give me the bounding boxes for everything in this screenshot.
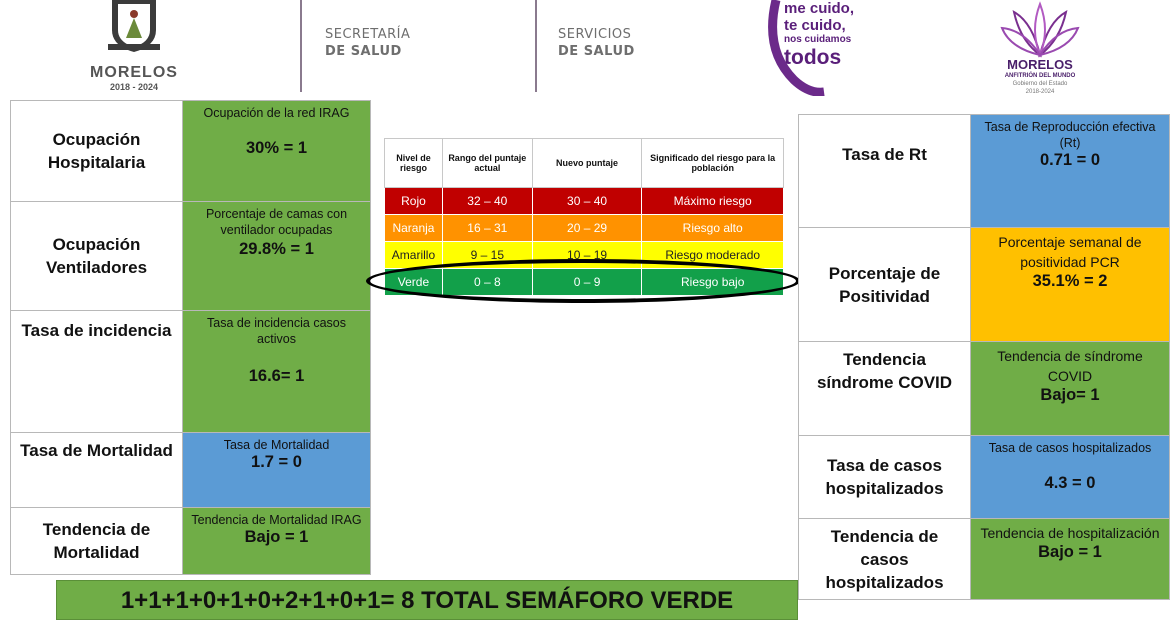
indicator-score: 0.71 = 0 <box>1039 151 1101 169</box>
indicator-score: 16.6= 1 <box>248 367 305 385</box>
indicator-title: Tendencia de hospitalización <box>980 525 1160 541</box>
indicator-title: Tasa de Reproducción efectiva (Rt) <box>984 120 1156 150</box>
indicator-label-tendencia-de-casos-hospitalizados: Tendencia de casos hospitalizados <box>798 518 971 600</box>
risk-row-naranja <box>385 215 784 242</box>
indicator-label-tasa-de-mortalidad: Tasa de Mortalidad <box>10 432 183 508</box>
indicator-value-tasa-de-mortalidad <box>182 432 371 508</box>
risk-meaning: Riesgo moderado <box>642 242 784 269</box>
risk-new-range: 10 – 19 <box>532 242 642 269</box>
indicator-label-porcentaje-de-positividad: Porcentaje de Positividad <box>798 227 971 342</box>
indicator-label-ocupacion-hospitalaria: Ocupación Hospitalaria <box>10 100 183 202</box>
risk-meaning: Riesgo bajo <box>642 269 784 296</box>
indicator-score: Bajo= 1 <box>1040 386 1100 404</box>
indicator-score: 29.8% = 1 <box>239 240 314 258</box>
indicator-value-ocupacion-hospitalaria <box>182 100 371 202</box>
indicator-title: Tasa de casos hospitalizados <box>988 441 1152 455</box>
indicator-value-tendencia-de-hospitalizacion <box>970 518 1170 600</box>
indicator-title: Ocupación de la red IRAG <box>203 106 350 120</box>
indicator-score: 1.7 = 0 <box>251 453 302 471</box>
indicator-label-tasa-de-rt: Tasa de Rt <box>798 114 971 228</box>
morelos2-name: MORELOS <box>1007 57 1073 72</box>
risk-table-header <box>385 139 784 188</box>
risk-current-range: 16 – 31 <box>442 215 532 242</box>
indicator-value-tasa-de-rt <box>970 114 1170 228</box>
state-name: MORELOS <box>90 64 178 81</box>
indicator-label-ocupacion-ventiladores: Ocupación Ventiladores <box>10 201 183 311</box>
indicator-label-tendencia-sindrome-covid: Tendencia síndrome COVID <box>798 341 971 436</box>
risk-new-range: 20 – 29 <box>532 215 642 242</box>
indicator-value-tendencia-de-mortalidad <box>182 507 371 575</box>
indicator-value-porcentaje-de-positividad <box>970 227 1170 342</box>
morelos-anfitrion-logo: MORELOS ANFITRIÓN DEL MUNDO Gobierno del Estado 2018-2024 <box>990 0 1090 96</box>
flower-icon <box>1000 0 1080 58</box>
risk-current-range: 0 – 8 <box>442 269 532 296</box>
indicator-title: Tasa de incidencia casos activos <box>207 316 346 346</box>
indicator-score: Bajo = 1 <box>1038 543 1102 561</box>
indicator-score: 30% = 1 <box>245 139 307 157</box>
risk-meaning: Máximo riesgo <box>642 188 784 215</box>
risk-new-range: 30 – 40 <box>532 188 642 215</box>
column-header: Nivel de riesgo <box>385 139 443 188</box>
indicator-label-tasa-de-incidencia: Tasa de incidencia <box>10 310 183 433</box>
indicator-value-ocupacion-ventiladores <box>182 201 371 311</box>
risk-level: Verde <box>385 269 443 296</box>
risk-level: Amarillo <box>385 242 443 269</box>
header-divider <box>300 0 302 92</box>
total-semaforo-bar: 1+1+1+0+1+0+2+1+0+1= 8 TOTAL SEMÁFORO VERDE <box>56 580 798 620</box>
indicator-value-tendencia-sindrome-covid <box>970 341 1170 436</box>
indicator-value-tasa-de-incidencia <box>182 310 371 433</box>
indicator-title: Tasa de Mortalidad <box>223 438 330 452</box>
campaign-logo: me cuido, te cuido, nos cuidamos todos <box>764 0 874 96</box>
risk-level: Naranja <box>385 215 443 242</box>
servicios-de-salud: SERVICIOS DE SALUD <box>558 27 635 59</box>
indicator-title: Tendencia de síndrome COVID <box>997 348 1143 384</box>
indicator-title: Porcentaje semanal de positividad PCR <box>998 234 1142 270</box>
column-header: Nuevo puntaje <box>532 139 642 188</box>
indicator-label-tendencia-de-mortalidad: Tendencia de Mortalidad <box>10 507 183 575</box>
risk-meaning: Riesgo alto <box>642 215 784 242</box>
indicator-value-tasa-de-casos-hospitalizados <box>970 435 1170 519</box>
indicator-title: Porcentaje de camas con ventilador ocupadas <box>205 207 348 237</box>
highlight-oval <box>366 259 800 303</box>
indicator-score: 35.1% = 2 <box>1032 272 1108 290</box>
column-header: Significado del riesgo para la población <box>642 139 784 188</box>
risk-current-range: 9 – 15 <box>442 242 532 269</box>
header-divider <box>535 0 537 92</box>
risk-level: Rojo <box>385 188 443 215</box>
risk-row-rojo <box>385 188 784 215</box>
column-header: Rango del puntaje actual <box>442 139 532 188</box>
secretaria-de-salud: SECRETARÍA DE SALUD <box>325 27 411 59</box>
morelos-logo <box>84 0 184 96</box>
indicator-title: Tendencia de Mortalidad IRAG <box>191 513 362 527</box>
risk-new-range: 0 – 9 <box>532 269 642 296</box>
indicator-score: 4.3 = 0 <box>1044 474 1096 492</box>
state-years: 2018 - 2024 <box>109 82 159 92</box>
indicator-score: Bajo = 1 <box>244 528 309 546</box>
risk-current-range: 32 – 40 <box>442 188 532 215</box>
coat-of-arms-icon <box>104 0 164 52</box>
indicator-label-tasa-de-casos-hospitalizados: Tasa de casos hospitalizados <box>798 435 971 519</box>
